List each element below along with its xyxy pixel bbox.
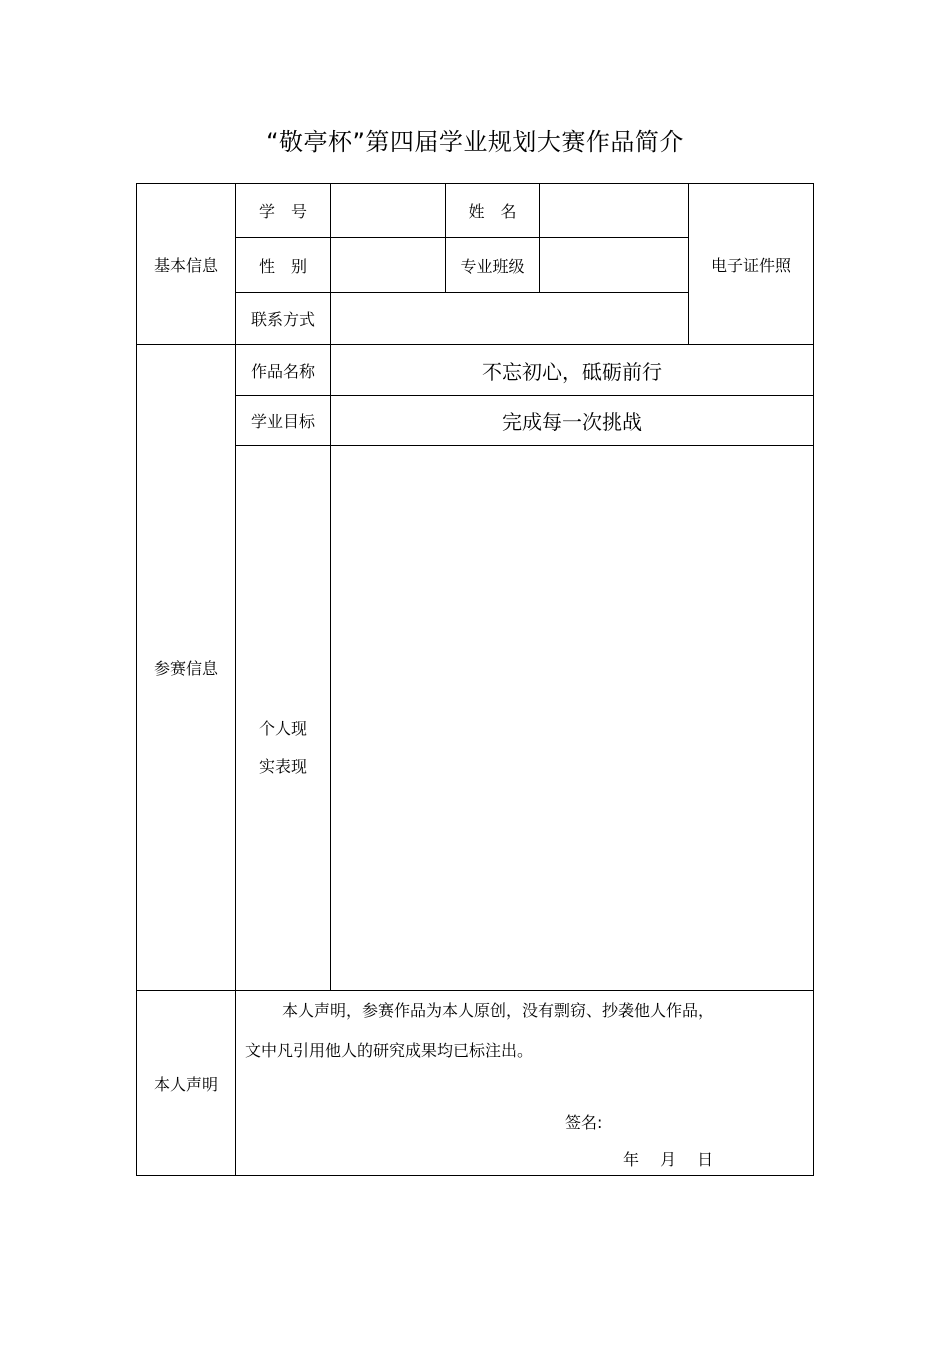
name-label-cell — [445, 183, 540, 238]
declaration-text-line2: 文中凡引用他人的研究成果均已标注出。 — [245, 1041, 534, 1060]
photo-label: 电子证件照 — [710, 255, 791, 275]
goal-label: 学业目标 — [250, 412, 315, 431]
performance-field[interactable] — [330, 445, 814, 991]
contact-label-cell — [235, 292, 331, 345]
contact-label: 联系方式 — [250, 310, 315, 329]
gender-label: 性 别 — [258, 256, 307, 276]
gender-field[interactable] — [330, 237, 446, 293]
date-label[interactable]: 年 月 日 — [623, 1150, 714, 1169]
section-declaration — [136, 990, 236, 1176]
work-name-label-cell — [235, 344, 331, 396]
declaration-box — [235, 990, 814, 1176]
performance-label-line1: 个人现 — [258, 719, 307, 738]
section-basic-info-label: 基本信息 — [153, 255, 218, 275]
performance-label-line2: 实表现 — [258, 757, 307, 776]
work-name-value: 不忘初心，砥砺前行 — [482, 359, 662, 384]
student-id-label: 学 号 — [258, 202, 307, 221]
student-id-field[interactable] — [330, 183, 446, 238]
goal-label-cell — [235, 395, 331, 446]
signature-label[interactable]: 签名: — [565, 1113, 603, 1132]
major-class-label-cell — [445, 237, 540, 293]
work-name-field[interactable] — [330, 344, 814, 396]
goal-value: 完成每一次挑战 — [502, 410, 642, 434]
section-basic-info — [136, 183, 236, 345]
major-class-label: 专业班级 — [460, 256, 525, 276]
contact-field[interactable] — [330, 292, 689, 345]
gender-label-cell — [235, 237, 331, 293]
performance-label-cell — [235, 445, 331, 991]
name-label: 姓 名 — [468, 202, 517, 221]
declaration-text-line1: 本人声明，参赛作品为本人原创，没有剽窃、抄袭他人作品， — [282, 1001, 715, 1020]
major-class-field[interactable] — [539, 237, 689, 293]
section-declaration-label: 本人声明 — [153, 1074, 218, 1094]
student-id-label-cell — [235, 183, 331, 238]
section-entry-info — [136, 344, 236, 991]
section-entry-info-label: 参赛信息 — [153, 659, 218, 678]
photo-box[interactable] — [688, 183, 814, 345]
work-name-label: 作品名称 — [250, 361, 315, 381]
goal-field[interactable] — [330, 395, 814, 446]
name-field[interactable] — [539, 183, 689, 238]
page-title: “敬亭杯”第四届学业规划大赛作品简介 — [266, 128, 684, 156]
